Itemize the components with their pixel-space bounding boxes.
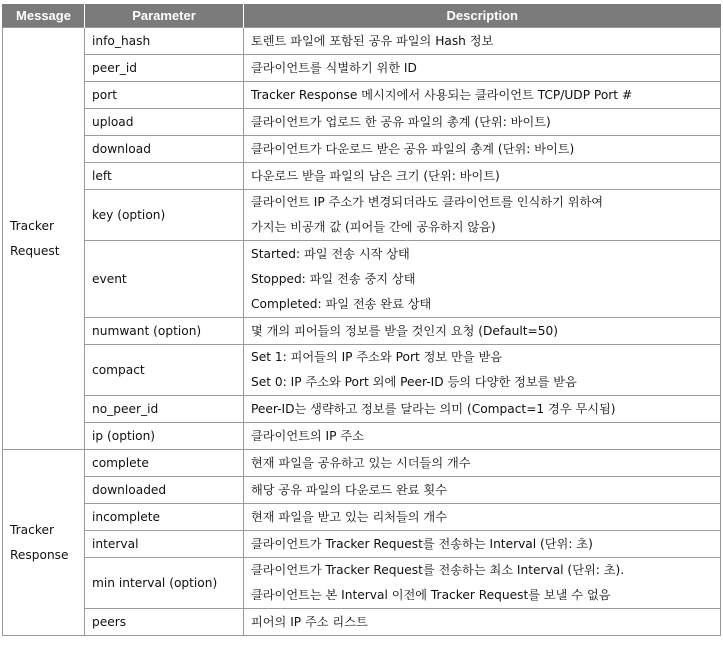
table-body	[3, 28, 721, 636]
table-row	[3, 241, 721, 318]
description-line: 클라이언트를 식별하기 위한 ID	[251, 60, 417, 75]
parameter-cell: peer_id	[85, 55, 244, 82]
description-line: 몇 개의 피어들의 정보를 받을 것인지 요청 (Default=50)	[251, 323, 559, 338]
table-row	[3, 28, 721, 55]
description-line: 현재 파일을 공유하고 있는 시더들의 개수	[251, 455, 471, 470]
parameter-cell: peers	[85, 609, 244, 636]
description-cell	[244, 109, 721, 136]
description-cell	[244, 531, 721, 558]
description-line: Started: 파일 전송 시작 상태	[251, 246, 410, 261]
description-line: Completed: 파일 전송 완료 상태	[251, 296, 432, 311]
description-line: 토렌트 파일에 포함된 공유 파일의 Hash 정보	[251, 33, 494, 48]
table-row	[3, 55, 721, 82]
parameter-cell: complete	[85, 450, 244, 477]
header-description: Description	[244, 4, 721, 28]
parameter-cell: info_hash	[85, 28, 244, 55]
description-line: 클라이언트 IP 주소가 변경되더라도 클라이언트를 인식하기 위하여	[251, 195, 604, 209]
table-row	[3, 318, 721, 345]
table-row	[3, 558, 721, 609]
header-message: Message	[3, 4, 85, 28]
description-cell	[244, 241, 721, 318]
table-row	[3, 345, 721, 396]
parameter-cell: min interval (option)	[85, 558, 244, 609]
description-line: 현재 파일을 받고 있는 리처들의 개수	[251, 509, 447, 524]
header-parameter: Parameter	[85, 4, 244, 28]
parameter-cell: upload	[85, 109, 244, 136]
table-row	[3, 82, 721, 109]
description-cell	[244, 82, 721, 109]
parameter-cell: port	[85, 82, 244, 109]
description-cell	[244, 396, 721, 423]
description-cell	[244, 504, 721, 531]
table-row	[3, 450, 721, 477]
parameter-cell: incomplete	[85, 504, 244, 531]
table-row	[3, 423, 721, 450]
message-cell	[3, 28, 85, 450]
parameter-cell: interval	[85, 531, 244, 558]
message-cell	[3, 450, 85, 636]
description-line: 해당 공유 파일의 다운로드 완료 횟수	[251, 482, 447, 497]
table-header-row	[3, 4, 721, 28]
table-row	[3, 109, 721, 136]
description-line: Set 0: IP 주소와 Port 외에 Peer-ID 등의 다양한 정보를 받음	[251, 375, 577, 389]
parameter-cell: key (option)	[85, 190, 244, 241]
table-row	[3, 163, 721, 190]
table-row	[3, 396, 721, 423]
parameter-cell: numwant (option)	[85, 318, 244, 345]
description-line: 가지는 비공개 값 (피어들 간에 공유하지 않음)	[251, 220, 496, 234]
message-label: Tracker	[10, 522, 54, 537]
description-line: 다운로드 받을 파일의 남은 크기 (단위: 바이트)	[251, 168, 500, 183]
table-row	[3, 609, 721, 636]
description-line: 클라이언트가 다운로드 받은 공유 파일의 총계 (단위: 바이트)	[251, 141, 575, 156]
message-label: Request	[10, 243, 60, 258]
message-label: Tracker	[10, 218, 54, 233]
parameter-cell: ip (option)	[85, 423, 244, 450]
description-line: 클라이언트는 본 Interval 이전에 Tracker Request를 보낼 수 없음	[251, 588, 611, 602]
table-row	[3, 190, 721, 241]
description-cell	[244, 190, 721, 241]
parameter-cell: left	[85, 163, 244, 190]
description-cell	[244, 450, 721, 477]
description-line: Peer-ID는 생략하고 정보를 달라는 의미 (Compact=1 경우 무시됨)	[251, 401, 616, 416]
description-cell	[244, 136, 721, 163]
description-line: 클라이언트가 업로드 한 공유 파일의 총계 (단위: 바이트)	[251, 114, 551, 129]
description-line: 클라이언트가 Tracker Request를 전송하는 Interval (단위: 초)	[251, 536, 593, 551]
description-cell	[244, 423, 721, 450]
description-cell	[244, 163, 721, 190]
parameter-table	[2, 4, 721, 636]
description-cell	[244, 477, 721, 504]
description-cell	[244, 558, 721, 609]
description-line: 피어의 IP 주소 리스트	[251, 614, 368, 629]
parameter-cell: event	[85, 241, 244, 318]
parameter-cell: downloaded	[85, 477, 244, 504]
table-row	[3, 136, 721, 163]
description-line: Tracker Response 메시지에서 사용되는 클라이언트 TCP/UDP Port #	[251, 87, 633, 102]
description-cell	[244, 28, 721, 55]
description-line: 클라이언트가 Tracker Request를 전송하는 최소 Interval (단위: 초).	[251, 563, 625, 577]
description-line: 클라이언트의 IP 주소	[251, 428, 364, 443]
description-cell	[244, 55, 721, 82]
description-line: Stopped: 파일 전송 중지 상태	[251, 271, 416, 286]
description-cell	[244, 345, 721, 396]
table-row	[3, 504, 721, 531]
description-cell	[244, 609, 721, 636]
table-row	[3, 531, 721, 558]
parameter-cell: compact	[85, 345, 244, 396]
message-label: Response	[10, 547, 69, 562]
description-line: Set 1: 피어들의 IP 주소와 Port 정보 만을 받음	[251, 350, 503, 364]
description-cell	[244, 318, 721, 345]
parameter-cell: download	[85, 136, 244, 163]
parameter-cell: no_peer_id	[85, 396, 244, 423]
table-row	[3, 477, 721, 504]
